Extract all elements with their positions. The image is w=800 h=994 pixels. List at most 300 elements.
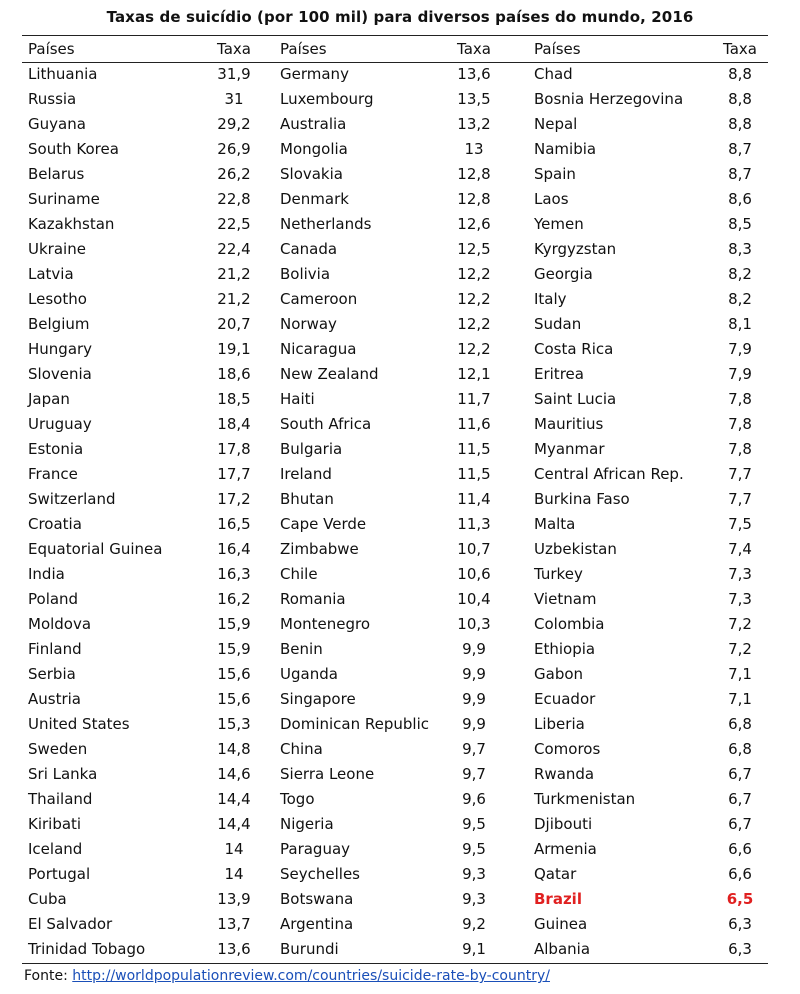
table-row — [28, 787, 268, 812]
country-name: Burundi — [280, 940, 339, 958]
table-row — [28, 637, 268, 662]
suicide-rate: 7,1 — [728, 690, 752, 708]
country-name: Belgium — [28, 315, 90, 333]
table-row — [280, 862, 504, 887]
table-row — [534, 612, 762, 637]
country-name: Luxembourg — [280, 90, 374, 108]
table-row — [534, 437, 762, 462]
table-row — [28, 212, 268, 237]
suicide-rate: 9,3 — [462, 890, 486, 908]
suicide-rate: 14,4 — [217, 815, 251, 833]
table-header-row — [28, 36, 268, 62]
header-rate: Taxa — [457, 40, 491, 58]
table-row — [534, 337, 762, 362]
suicide-rate: 7,3 — [728, 590, 752, 608]
suicide-rate: 31 — [224, 90, 244, 108]
table-row — [280, 937, 504, 962]
country-name: Dominican Republic — [280, 715, 430, 733]
table-row — [28, 662, 268, 687]
table-row — [28, 312, 268, 337]
suicide-rate: 7,4 — [728, 540, 752, 558]
country-name: Ukraine — [28, 240, 86, 258]
table-row — [534, 262, 762, 287]
suicide-rate: 7,7 — [728, 465, 752, 483]
table-row — [280, 912, 504, 937]
country-name: Cameroon — [280, 290, 358, 308]
country-name: Suriname — [28, 190, 100, 208]
country-name: New Zealand — [280, 365, 379, 383]
country-name: Lesotho — [28, 290, 87, 308]
header-country: Países — [534, 40, 581, 58]
suicide-rate: 6,5 — [726, 890, 754, 908]
country-name: Romania — [280, 590, 346, 608]
country-name: Singapore — [280, 690, 356, 708]
suicide-rate: 14,4 — [217, 790, 251, 808]
country-name: Belarus — [28, 165, 85, 183]
suicide-rate: 6,8 — [728, 715, 752, 733]
suicide-rate: 15,6 — [217, 665, 251, 683]
country-name: Nicaragua — [280, 340, 357, 358]
country-name: Australia — [280, 115, 347, 133]
country-name: Kiribati — [28, 815, 82, 833]
table-row — [534, 862, 762, 887]
table-row — [534, 287, 762, 312]
table-row — [534, 462, 762, 487]
table-row-highlighted — [534, 887, 762, 912]
suicide-rate: 21,2 — [217, 265, 251, 283]
country-name: Rwanda — [534, 765, 595, 783]
table-row — [28, 237, 268, 262]
table-row — [28, 687, 268, 712]
country-name: Uganda — [280, 665, 338, 683]
suicide-rate: 6,6 — [728, 840, 752, 858]
header-country: Países — [280, 40, 327, 58]
suicide-rate: 12,2 — [457, 290, 491, 308]
suicide-rate: 13,6 — [217, 940, 251, 958]
table-row — [280, 412, 504, 437]
table-row — [28, 562, 268, 587]
country-name: Benin — [280, 640, 323, 658]
country-name: France — [28, 465, 78, 483]
table-row — [280, 312, 504, 337]
suicide-rate: 20,7 — [217, 315, 251, 333]
table-bottom-rule — [22, 963, 768, 964]
table-row — [28, 812, 268, 837]
source-footer — [24, 965, 550, 987]
country-name: Switzerland — [28, 490, 116, 508]
suicide-rate: 10,4 — [457, 590, 491, 608]
suicide-rate: 8,7 — [728, 140, 752, 158]
suicide-rate: 6,7 — [728, 815, 752, 833]
suicide-rate: 15,9 — [217, 640, 251, 658]
suicide-rate: 22,4 — [217, 240, 251, 258]
table-row — [280, 287, 504, 312]
table-row — [28, 162, 268, 187]
country-name: Kyrgyzstan — [534, 240, 617, 258]
country-name: Colombia — [534, 615, 605, 633]
table-row — [28, 462, 268, 487]
country-name: Cape Verde — [280, 515, 367, 533]
table-row — [534, 412, 762, 437]
header-country: Países — [28, 40, 75, 58]
table-row — [28, 862, 268, 887]
suicide-rate: 7,7 — [728, 490, 752, 508]
table-row — [280, 237, 504, 262]
suicide-rate: 16,5 — [217, 515, 251, 533]
country-name: Ethiopia — [534, 640, 596, 658]
table-row — [280, 587, 504, 612]
country-name: Equatorial Guinea — [28, 540, 163, 558]
table-row — [534, 87, 762, 112]
country-name: Russia — [28, 90, 77, 108]
country-name: Spain — [534, 165, 576, 183]
table-row — [280, 662, 504, 687]
country-name: Brazil — [534, 890, 582, 908]
suicide-rate: 6,3 — [728, 940, 752, 958]
suicide-rate: 6,7 — [728, 790, 752, 808]
table-row — [28, 412, 268, 437]
suicide-rate: 7,8 — [728, 440, 752, 458]
table-row — [534, 512, 762, 537]
suicide-rate: 8,7 — [728, 165, 752, 183]
suicide-rate: 18,4 — [217, 415, 251, 433]
suicide-rate: 13,6 — [457, 65, 491, 83]
suicide-rate: 6,3 — [728, 915, 752, 933]
table-row — [28, 62, 268, 87]
suicide-rate: 7,3 — [728, 565, 752, 583]
table-row — [280, 612, 504, 637]
suicide-rate: 9,9 — [462, 640, 486, 658]
suicide-rate: 31,9 — [217, 65, 251, 83]
suicide-rate: 11,5 — [457, 465, 491, 483]
suicide-rate: 29,2 — [217, 115, 251, 133]
suicide-rate: 12,2 — [457, 340, 491, 358]
table-row — [534, 687, 762, 712]
suicide-rate: 18,6 — [217, 365, 251, 383]
country-name: Kazakhstan — [28, 215, 115, 233]
suicide-rate: 8,8 — [728, 65, 752, 83]
country-name: Guinea — [534, 915, 588, 933]
table-row — [534, 912, 762, 937]
source-link[interactable]: http://worldpopulationreview.com/countries/suicide-rate-by-country/ — [72, 968, 550, 984]
table-column-1 — [28, 36, 268, 962]
country-name: Yemen — [534, 215, 584, 233]
country-name: Vietnam — [534, 590, 597, 608]
country-name: Malta — [534, 515, 576, 533]
table-row — [280, 837, 504, 862]
suicide-rate: 9,7 — [462, 765, 486, 783]
country-name: Nigeria — [280, 815, 334, 833]
country-name: Chile — [280, 565, 318, 583]
country-name: China — [280, 740, 323, 758]
suicide-rate: 14,6 — [217, 765, 251, 783]
country-name: Moldova — [28, 615, 92, 633]
table-row — [534, 537, 762, 562]
country-name: Zimbabwe — [280, 540, 359, 558]
table-row — [534, 587, 762, 612]
table-row — [28, 612, 268, 637]
country-name: Uruguay — [28, 415, 92, 433]
table-row — [28, 137, 268, 162]
suicide-rate: 16,2 — [217, 590, 251, 608]
suicide-rate: 7,2 — [728, 640, 752, 658]
table-row — [280, 487, 504, 512]
country-name: Germany — [280, 65, 349, 83]
table-row — [534, 112, 762, 137]
country-name: Bulgaria — [280, 440, 343, 458]
table-row — [534, 712, 762, 737]
table-row — [280, 687, 504, 712]
country-name: Finland — [28, 640, 82, 658]
suicide-rate: 8,3 — [728, 240, 752, 258]
table-row — [280, 337, 504, 362]
country-name: Montenegro — [280, 615, 371, 633]
suicide-rate: 26,2 — [217, 165, 251, 183]
country-name: South Korea — [28, 140, 119, 158]
table-row — [280, 62, 504, 87]
table-row — [28, 437, 268, 462]
country-name: Togo — [280, 790, 315, 808]
suicide-rate: 8,2 — [728, 290, 752, 308]
table-row — [534, 162, 762, 187]
table-row — [28, 887, 268, 912]
table-row — [280, 537, 504, 562]
table-row — [534, 312, 762, 337]
table-row — [28, 112, 268, 137]
suicide-rate: 12,8 — [457, 190, 491, 208]
suicide-rate: 9,9 — [462, 690, 486, 708]
country-name: Sweden — [28, 740, 88, 758]
table-row — [534, 187, 762, 212]
suicide-rate: 11,4 — [457, 490, 491, 508]
suicide-rate: 11,7 — [457, 390, 491, 408]
suicide-rate: 13 — [464, 140, 484, 158]
table-row — [534, 637, 762, 662]
table-column-2 — [280, 36, 504, 962]
country-name: Bolivia — [280, 265, 331, 283]
country-name: Sri Lanka — [28, 765, 98, 783]
suicide-rate: 9,3 — [462, 865, 486, 883]
suicide-rate: 12,6 — [457, 215, 491, 233]
table-row — [280, 787, 504, 812]
table-header-row — [280, 36, 504, 62]
table-row — [280, 762, 504, 787]
country-name: Slovakia — [280, 165, 343, 183]
table-row — [28, 287, 268, 312]
suicide-rate: 6,6 — [728, 865, 752, 883]
table-row — [280, 562, 504, 587]
table-row — [280, 512, 504, 537]
country-name: Turkmenistan — [534, 790, 636, 808]
suicide-rate: 13,7 — [217, 915, 251, 933]
suicide-rate: 8,6 — [728, 190, 752, 208]
suicide-rate: 7,9 — [728, 365, 752, 383]
table-row — [280, 737, 504, 762]
suicide-rate: 7,5 — [728, 515, 752, 533]
suicide-rate: 9,2 — [462, 915, 486, 933]
source-label: Fonte: — [24, 968, 68, 984]
table-row — [280, 112, 504, 137]
suicide-rate: 9,9 — [462, 715, 486, 733]
header-rate: Taxa — [723, 40, 757, 58]
country-name: Bosnia Herzegovina — [534, 90, 684, 108]
country-name: Paraguay — [280, 840, 351, 858]
country-name: Nepal — [534, 115, 578, 133]
country-name: Latvia — [28, 265, 74, 283]
table-row — [280, 437, 504, 462]
suicide-rate: 8,5 — [728, 215, 752, 233]
table-row — [534, 562, 762, 587]
country-name: Serbia — [28, 665, 76, 683]
country-name: Norway — [280, 315, 337, 333]
country-name: Turkey — [534, 565, 583, 583]
suicide-rate: 17,8 — [217, 440, 251, 458]
suicide-rate: 9,6 — [462, 790, 486, 808]
country-name: Italy — [534, 290, 567, 308]
table-row — [534, 812, 762, 837]
suicide-rate: 12,8 — [457, 165, 491, 183]
suicide-rate: 26,9 — [217, 140, 251, 158]
table-row — [280, 162, 504, 187]
table-row — [280, 212, 504, 237]
table-row — [28, 737, 268, 762]
country-name: Portugal — [28, 865, 91, 883]
country-name: Guyana — [28, 115, 86, 133]
country-name: Saint Lucia — [534, 390, 617, 408]
country-name: Slovenia — [28, 365, 92, 383]
country-name: Liberia — [534, 715, 585, 733]
table-row — [280, 462, 504, 487]
country-name: Trinidad Tobago — [28, 940, 146, 958]
country-name: Mauritius — [534, 415, 604, 433]
table-row — [280, 812, 504, 837]
country-name: Georgia — [534, 265, 593, 283]
country-name: Laos — [534, 190, 569, 208]
country-name: Hungary — [28, 340, 93, 358]
suicide-rate: 7,1 — [728, 665, 752, 683]
suicide-rate: 7,9 — [728, 340, 752, 358]
country-name: Mongolia — [280, 140, 348, 158]
table-title: Taxas de suicídio (por 100 mil) para diversos países do mundo, 2016 — [106, 8, 694, 26]
suicide-rate: 14,8 — [217, 740, 251, 758]
table-row — [534, 212, 762, 237]
suicide-rate: 17,2 — [217, 490, 251, 508]
table-row — [28, 712, 268, 737]
suicide-rate: 7,8 — [728, 390, 752, 408]
table-row — [534, 362, 762, 387]
suicide-rate: 13,2 — [457, 115, 491, 133]
country-name: Costa Rica — [534, 340, 614, 358]
country-name: Lithuania — [28, 65, 98, 83]
suicide-rate: 13,5 — [457, 90, 491, 108]
suicide-rate: 9,9 — [462, 665, 486, 683]
table-row — [28, 87, 268, 112]
country-name: Eritrea — [534, 365, 584, 383]
country-name: Canada — [280, 240, 338, 258]
suicide-rate: 12,2 — [457, 315, 491, 333]
suicide-rate: 19,1 — [217, 340, 251, 358]
suicide-rate: 9,7 — [462, 740, 486, 758]
table-row — [280, 387, 504, 412]
table-row — [534, 237, 762, 262]
country-name: Burkina Faso — [534, 490, 630, 508]
table-row — [280, 712, 504, 737]
country-name: Iceland — [28, 840, 83, 858]
country-name: Uzbekistan — [534, 540, 617, 558]
country-name: United States — [28, 715, 130, 733]
suicide-rate: 13,9 — [217, 890, 251, 908]
table-row — [28, 912, 268, 937]
table-row — [534, 737, 762, 762]
table-row — [534, 62, 762, 87]
country-name: Austria — [28, 690, 81, 708]
table-row — [28, 262, 268, 287]
suicide-rate: 6,7 — [728, 765, 752, 783]
table-row — [28, 187, 268, 212]
suicide-rate: 16,3 — [217, 565, 251, 583]
table-row — [534, 662, 762, 687]
table-row — [28, 387, 268, 412]
header-rate: Taxa — [217, 40, 251, 58]
table-row — [28, 937, 268, 962]
country-name: El Salvador — [28, 915, 113, 933]
table-row — [280, 187, 504, 212]
suicide-rate: 8,8 — [728, 115, 752, 133]
table-row — [280, 887, 504, 912]
country-name: Myanmar — [534, 440, 605, 458]
country-name: Estonia — [28, 440, 84, 458]
country-name: Albania — [534, 940, 591, 958]
country-name: Cuba — [28, 890, 67, 908]
country-name: Bhutan — [280, 490, 334, 508]
suicide-rate: 15,3 — [217, 715, 251, 733]
country-name: Haiti — [280, 390, 315, 408]
suicide-rate: 12,1 — [457, 365, 491, 383]
table-row — [534, 137, 762, 162]
country-name: Chad — [534, 65, 573, 83]
suicide-rate: 12,5 — [457, 240, 491, 258]
suicide-rate: 22,5 — [217, 215, 251, 233]
suicide-rate: 14 — [224, 840, 244, 858]
table-row — [28, 337, 268, 362]
table-row — [534, 787, 762, 812]
country-name: Thailand — [28, 790, 93, 808]
country-name: Argentina — [280, 915, 354, 933]
table-row — [280, 137, 504, 162]
suicide-rate: 11,6 — [457, 415, 491, 433]
suicide-rate: 11,5 — [457, 440, 491, 458]
suicide-rate: 21,2 — [217, 290, 251, 308]
suicide-rate: 9,1 — [462, 940, 486, 958]
table-row — [28, 512, 268, 537]
country-name: Comoros — [534, 740, 601, 758]
suicide-rate: 8,1 — [728, 315, 752, 333]
table-row — [280, 637, 504, 662]
table-header-row — [534, 36, 762, 62]
country-name: Djibouti — [534, 815, 593, 833]
suicide-rate: 6,8 — [728, 740, 752, 758]
table-row — [534, 837, 762, 862]
country-name: Seychelles — [280, 865, 360, 883]
country-name: Ireland — [280, 465, 332, 483]
table-row — [280, 87, 504, 112]
country-name: Netherlands — [280, 215, 372, 233]
country-name: Central African Rep. — [534, 465, 684, 483]
country-name: Ecuador — [534, 690, 596, 708]
suicide-rate: 15,9 — [217, 615, 251, 633]
table-row — [28, 587, 268, 612]
suicide-rate: 22,8 — [217, 190, 251, 208]
